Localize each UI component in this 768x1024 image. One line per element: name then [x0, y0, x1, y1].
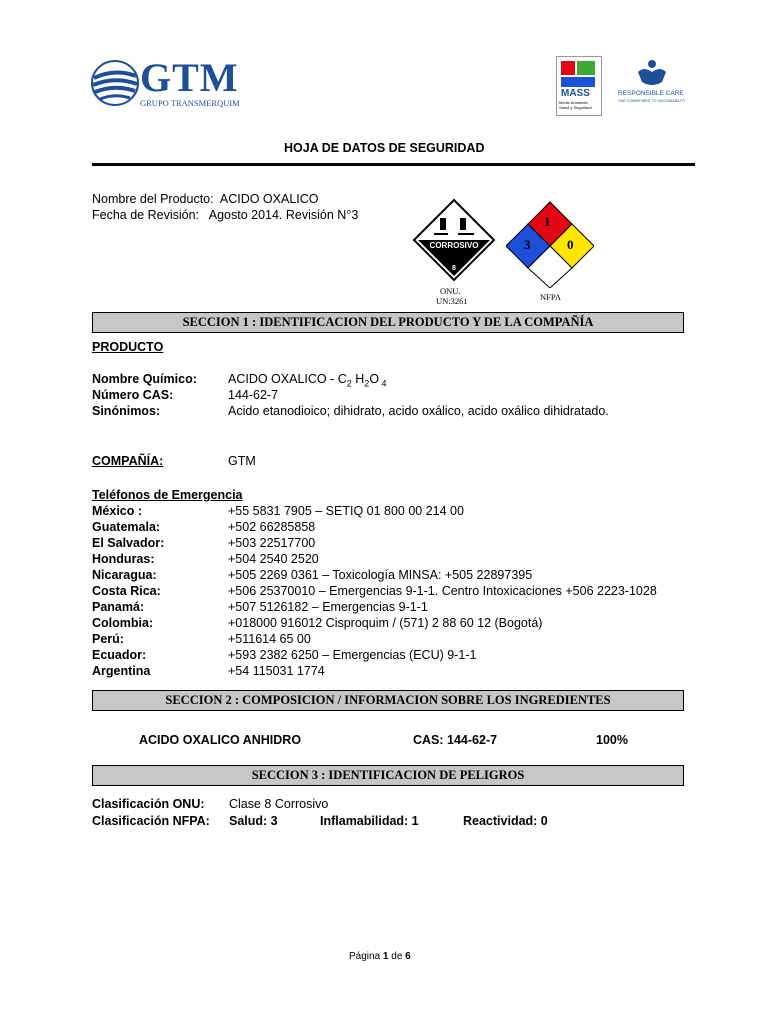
formula-subscript-o: 4	[379, 378, 387, 389]
corrosive-pictogram	[412, 198, 496, 282]
section-1-header: SECCION 1 : IDENTIFICACION DEL PRODUCTO Y DE LA COMPAÑÍA	[92, 312, 684, 333]
responsible-care-subtitle: OUR COMMITMENT TO SUSTAINABILITY	[618, 99, 686, 103]
document-title: HOJA DE DATOS DE SEGURIDAD	[284, 141, 485, 155]
mass-logo	[556, 56, 602, 116]
product-name-value: ACIDO OXALICO	[219, 192, 319, 206]
responsible-care-text: RESPONSIBLE CARE	[618, 90, 684, 97]
phone-country: Perú:	[92, 632, 124, 646]
company-value: GTM	[228, 454, 256, 468]
hazard-class-number: 8	[452, 265, 456, 272]
cas-label: Número CAS:	[92, 388, 174, 402]
nfpa-flammability: 1	[544, 214, 551, 229]
chemical-name-label: Nombre Químico:	[92, 372, 197, 386]
ingredient-cas: CAS: 144-62-7	[413, 733, 498, 747]
section-3-header: SECCION 3 : IDENTIFICACION DE PELIGROS	[92, 765, 684, 786]
phone-number: +54 115031 1774	[228, 664, 325, 678]
emergency-phones-heading: Teléfonos de Emergencia	[92, 488, 243, 502]
producto-heading: PRODUCTO	[92, 340, 164, 354]
nfpa-reactivity: 0	[567, 237, 574, 252]
product-name-label: Nombre del Producto:	[92, 192, 214, 206]
page-number: 1	[382, 951, 389, 962]
hands-icon	[634, 58, 670, 88]
phone-number: +503 22517700	[228, 536, 316, 550]
gtm-logo-text: GTM	[140, 55, 239, 100]
company-label: COMPAÑÍA:	[92, 454, 164, 468]
phone-country: Nicaragua:	[92, 568, 157, 582]
onu-classification-label: Clasificación ONU:	[92, 797, 205, 811]
phone-country: Ecuador:	[92, 648, 147, 662]
nfpa-classification-label: Clasificación NFPA:	[92, 814, 210, 828]
phone-country: México :	[92, 504, 143, 518]
phone-number: +55 5831 7905 – SETIQ 01 800 00 214 00	[228, 504, 464, 518]
phone-number: +511614 65 00	[228, 632, 311, 646]
phone-number: +502 66285858	[228, 520, 316, 534]
revision-label: Fecha de Revisión:	[92, 208, 200, 222]
cas-value: 144-62-7	[228, 388, 279, 402]
formula-subscript-h: 2	[364, 378, 370, 389]
page-total: 6	[405, 951, 411, 962]
phone-number: +593 2382 6250 – Emergencias (ECU) 9-1-1	[228, 648, 477, 662]
synonyms-value: Acido etanodioico; dihidrato, acido oxálico, acido oxálico dihidratado.	[228, 404, 609, 418]
chemical-name-row	[92, 371, 652, 387]
globe-icon	[90, 58, 140, 108]
phone-country: Guatemala:	[92, 520, 161, 534]
cas-row	[92, 387, 652, 403]
phone-country: Argentina	[92, 664, 151, 678]
company-row	[92, 453, 392, 469]
section-2-header: SECCION 2 : COMPOSICION / INFORMACION SOBRE LOS INGREDIENTES	[92, 690, 684, 711]
onu-classification-value: Clase 8 Corrosivo	[229, 797, 329, 811]
phone-number: +018000 916012 Cisproquim / (571) 2 88 60 12 (Bogotá)	[228, 616, 543, 630]
page-footer	[349, 951, 411, 962]
gtm-logo-subtitle: GRUPO TRANSMERQUIM	[140, 98, 240, 108]
ingredient-name: ACIDO OXALICO ANHIDRO	[139, 733, 302, 747]
formula-subscript-c: 2	[346, 378, 352, 389]
gtm-logo	[90, 56, 260, 112]
nfpa-health: 3	[524, 237, 531, 252]
corrosive-label: CORROSIVO	[429, 241, 479, 250]
onu-caption: ONU.	[440, 286, 461, 296]
nfpa-flammability-rating: Inflamabilidad: 1	[320, 814, 419, 828]
phone-number: +505 2269 0361 – Toxicología MINSA: +505 22897395	[228, 568, 533, 582]
un-number-caption: UN:3261	[436, 296, 468, 306]
revision-row	[92, 207, 392, 223]
product-name-row	[92, 191, 392, 207]
phone-country: Honduras:	[92, 552, 155, 566]
mass-logo-text: MASS	[561, 88, 590, 99]
chemical-name-value: ACIDO OXALICO - $C_2$ $H_2O$ $_4$	[228, 372, 387, 389]
phone-country: Colombia:	[92, 616, 154, 630]
nfpa-health-rating: Salud: 3	[229, 814, 278, 828]
phone-number: +506 25370010 – Emergencias 9-1-1. Centro Intoxicaciones +506 2223-1028	[228, 584, 657, 598]
synonyms-row	[92, 403, 682, 419]
phone-number: +507 5126182 – Emergencias 9-1-1	[228, 600, 428, 614]
phone-country: Costa Rica:	[92, 584, 161, 598]
page-label: Página	[349, 951, 381, 962]
phone-country: El Salvador:	[92, 536, 165, 550]
page-of-label: de	[391, 951, 403, 962]
synonyms-label: Sinónimos:	[92, 404, 161, 418]
nfpa-reactivity-rating: Reactividad: 0	[463, 814, 548, 828]
responsible-care-logo	[614, 52, 690, 116]
nfpa-caption: NFPA	[540, 292, 561, 302]
title-divider	[92, 163, 695, 166]
phone-country: Panamá:	[92, 600, 145, 614]
mass-logo-subtitle: Medio Ambiente, Salud y Seguridad	[559, 100, 592, 110]
revision-value: Agosto 2014. Revisión N°3	[208, 208, 359, 222]
phone-number: +504 2540 2520	[228, 552, 319, 566]
ingredient-percent: 100%	[596, 733, 628, 747]
nfpa-diamond	[506, 200, 594, 288]
